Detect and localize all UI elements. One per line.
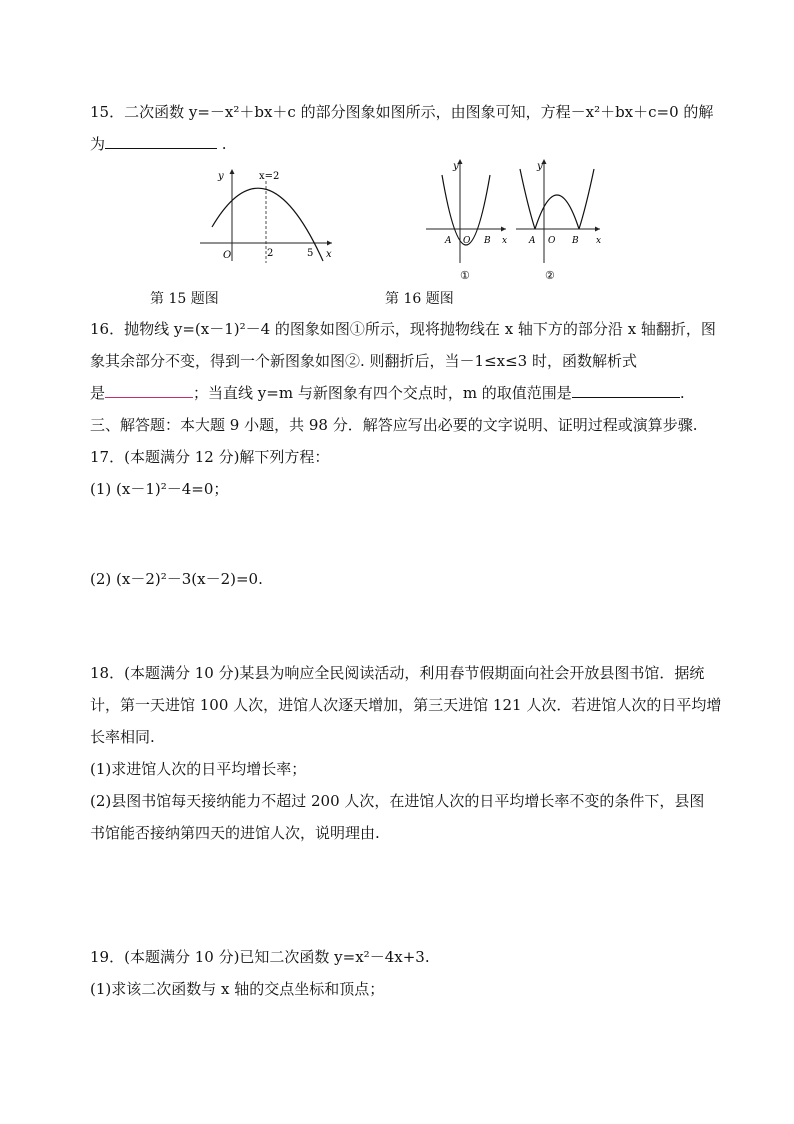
q17-part1: (1) (x－1)²－4=0；: [90, 480, 229, 498]
q16-line3-mid: ；当直线 y=m 与新图象有四个交点时，m 的取值范围是: [193, 384, 572, 402]
q18-part2-line1: (2)县图书馆每天接纳能力不超过 200 人次，在进馆人次的日平均增长率不变的条件下，县图: [90, 792, 705, 810]
fig16-2-left-branch: [520, 169, 535, 229]
q18-part2-line2: 书馆能否接纳第四天的进馆人次，说明理由.: [90, 824, 380, 842]
q15-line2: [90, 134, 227, 154]
fig15-y-label: y: [218, 171, 224, 182]
q15-answer-blank[interactable]: [105, 134, 217, 149]
q16-line1: 16．抛物线 y=(x－1)²－4 的图象如图①所示，现将抛物线在 x 轴下方的部分沿 x 轴翻折，图: [90, 320, 716, 338]
fig16-2-b-label: B: [572, 236, 579, 246]
q16-line3-suffix: .: [679, 384, 685, 402]
fig16-1-tag: ①: [460, 269, 470, 282]
fig16-2-right-branch: [579, 169, 594, 229]
q15-suffix: .: [221, 135, 227, 153]
q16-line3: [90, 383, 685, 403]
fig16-2-y-label: y: [537, 161, 543, 172]
q17-part2: (2) (x－2)²－3(x－2)=0.: [90, 570, 263, 588]
q16-expression-blank[interactable]: [105, 383, 193, 398]
fig16-2-a-label: A: [529, 236, 536, 246]
figure-15: [196, 165, 344, 265]
fig16-2-tag: ②: [545, 269, 555, 282]
fig16-graph-1: [426, 159, 507, 282]
fig16-1-y-label: y: [453, 161, 459, 172]
fig16-graph-2: [516, 159, 601, 282]
q16-line2: 象其余部分不变，得到一个新图象如图②. 则翻折后，当－1≤x≤3 时，函数解析式: [90, 352, 637, 370]
q15-line1: 15．二次函数 y=－x²＋bx＋c 的部分图象如图所示，由图象可知，方程－x²＋bx＋c=0 的解: [90, 103, 714, 121]
q19-part1: (1)求该二次函数与 x 轴的交点坐标和顶点；: [90, 980, 385, 998]
fig16-1-parabola: [442, 175, 490, 245]
fig15-tick-5: 5: [307, 248, 314, 259]
q16-line3-prefix: 是: [90, 384, 106, 402]
fig15-tick-2: 2: [267, 248, 274, 259]
fig16-1-x-label: x: [502, 236, 508, 246]
q18-part1: (1)求进馆人次的日平均增长率；: [90, 760, 307, 778]
fig16-1-b-label: B: [484, 236, 491, 246]
fig15-x-label: x: [326, 249, 332, 260]
fig16-1-a-label: A: [445, 236, 452, 246]
figure-16: [420, 155, 610, 285]
q18-line1: 18．(本题满分 10 分)某县为响应全民阅读活动，利用春节假期面向社会开放县图书馆．据统: [90, 664, 705, 682]
fig16-caption: 第 16 题图: [385, 291, 454, 307]
fig16-2-folded-arc: [535, 195, 579, 229]
q16-range-blank[interactable]: [572, 383, 680, 398]
fig15-axis-label: x=2: [259, 171, 280, 182]
fig16-1-o-label: O: [463, 236, 471, 246]
fig15-caption: 第 15 题图: [150, 291, 219, 307]
section3-heading: 三、解答题：本大题 9 小题，共 98 分．解答应写出必要的文字说明、证明过程或演算步骤.: [90, 416, 698, 434]
fig15-origin-label: O: [223, 250, 232, 261]
q18-line3: 长率相同.: [90, 728, 155, 746]
q15-prefix: 为: [90, 135, 106, 153]
fig16-2-x-label: x: [596, 236, 602, 246]
fig16-2-o-label: O: [548, 236, 556, 246]
q17-title: 17．(本题满分 12 分)解下列方程：: [90, 448, 330, 466]
q19-title: 19．(本题满分 10 分)已知二次函数 y=x²－4x+3.: [90, 948, 430, 966]
q18-line2: 计，第一天进馆 100 人次，进馆人次逐天增加，第三天进馆 121 人次．若进馆人次的日平均增: [90, 696, 722, 714]
